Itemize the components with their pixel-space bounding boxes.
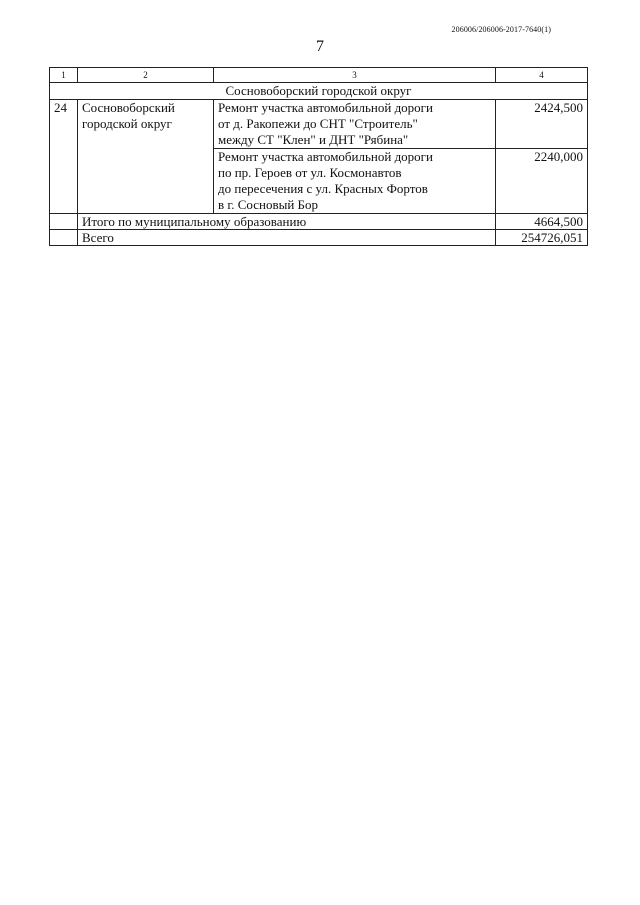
- column-number-3: 3: [214, 68, 496, 83]
- description-line: до пересечения с ул. Красных Фортов: [218, 181, 428, 196]
- municipality-line: городской округ: [82, 116, 172, 131]
- project-description: [214, 149, 496, 214]
- page-number: 7: [316, 38, 324, 55]
- description-line: от д. Ракопежи до СНТ "Строитель": [218, 116, 418, 131]
- section-title: Сосновоборский городской округ: [50, 83, 588, 100]
- project-description: [214, 100, 496, 149]
- description-line: в г. Сосновый Бор: [218, 197, 319, 212]
- funding-table: [49, 67, 588, 246]
- description-line: Ремонт участка автомобильной дороги: [218, 149, 433, 164]
- column-number-row: [50, 68, 588, 83]
- municipality-line: Сосновоборский: [82, 100, 175, 115]
- description-line: по пр. Героев от ул. Космонавтов: [218, 165, 402, 180]
- subtotal-label: Итого по муниципальному образованию: [78, 214, 496, 230]
- subtotal-row: [50, 214, 588, 230]
- column-number-4: 4: [496, 68, 588, 83]
- section-row: [50, 83, 588, 100]
- description-line: Ремонт участка автомобильной дороги: [218, 100, 433, 115]
- empty-cell: [50, 230, 78, 246]
- column-number-1: 1: [50, 68, 78, 83]
- column-number-2: 2: [78, 68, 214, 83]
- empty-cell: [50, 214, 78, 230]
- entry-number: 24: [50, 100, 78, 214]
- project-amount: 2240,000: [496, 149, 588, 214]
- document-id: 206006/206006-2017-7640(1): [451, 25, 551, 34]
- total-row: [50, 230, 588, 246]
- project-amount: 2424,500: [496, 100, 588, 149]
- subtotal-amount: 4664,500: [496, 214, 588, 230]
- municipality-cell: [78, 100, 214, 214]
- total-label: Всего: [78, 230, 496, 246]
- table-row: [50, 100, 588, 149]
- total-amount: 254726,051: [496, 230, 588, 246]
- description-line: между СТ "Клен" и ДНТ "Рябина": [218, 132, 409, 147]
